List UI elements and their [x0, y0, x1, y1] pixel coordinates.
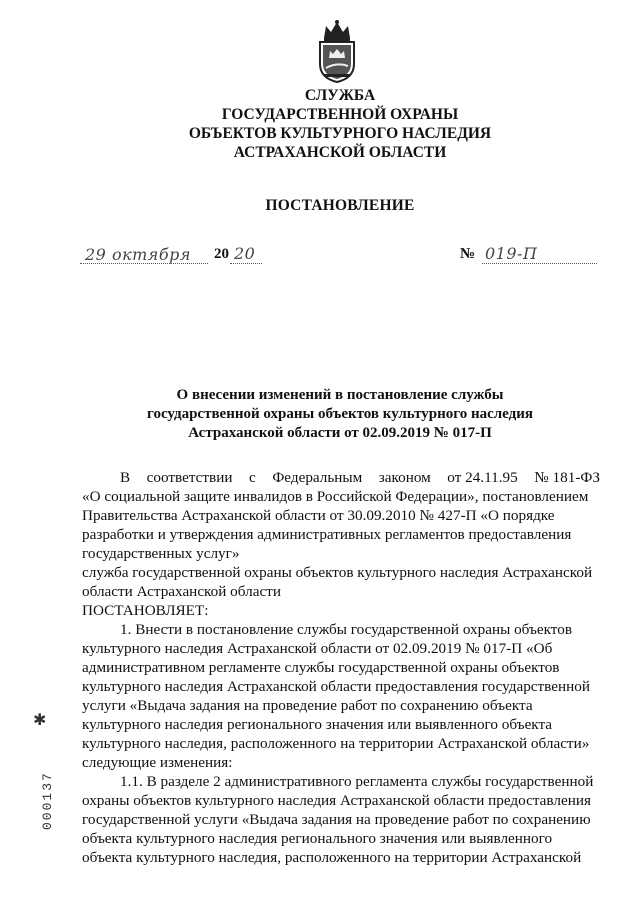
- document-type: ПОСТАНОВЛЕНИЕ: [265, 197, 415, 214]
- word: соответствии: [146, 469, 233, 486]
- word: В: [120, 469, 131, 486]
- body-line-p1-5: государственных услуг»: [82, 545, 240, 562]
- title-line-3: Астраханской области от 02.09.2019 № 017-П: [188, 425, 492, 441]
- word: законом: [378, 469, 431, 486]
- year-prefix: 20: [214, 246, 229, 262]
- word: от 24.11.95: [447, 469, 518, 486]
- body-line-p3: ПОСТАНОВЛЯЕТ:: [82, 602, 209, 619]
- body-line-p2-1: служба государственной охраны объектов культурного наследия Астраханской: [82, 564, 593, 581]
- body-line-p4-5: услуги «Выдача задания на проведение работ по сохранению объекта: [82, 697, 533, 714]
- body-line-p1-1: [82, 468, 600, 487]
- body-line-p4-6: культурного наследия регионального значения или выявленного объекта: [82, 716, 553, 733]
- handwritten-year: 20: [234, 244, 256, 263]
- document-body: [82, 468, 600, 867]
- year-underline: [230, 263, 262, 264]
- date-number-line: [80, 243, 600, 267]
- asterisk-icon: ✱: [33, 712, 47, 729]
- title-line-1: О внесении изменений в постановление службы: [176, 387, 504, 403]
- body-line-p5-5: объекта культурного наследия, расположенного на территории Астраханской: [82, 849, 582, 866]
- title-line-2: государственной охраны объектов культурного наследия: [147, 406, 533, 422]
- body-line-p1-3: Правительства Астраханской области от 30.09.2010 № 427-П «О порядке: [82, 507, 555, 524]
- number-underline: [482, 263, 597, 264]
- body-line-p5-3: государственной услуги «Выдача задания на проведение работ по сохранению: [82, 811, 591, 828]
- handwritten-date: 29 октября: [85, 245, 191, 264]
- body-line-p4-4: культурного наследия Астраханской области предоставления государственной: [82, 678, 590, 695]
- handwritten-number: 019-П: [485, 244, 538, 263]
- body-line-p5-4: объекта культурного наследия регионального значения или выявленного: [82, 830, 553, 847]
- number-sign: №: [460, 246, 476, 262]
- body-line-p4-2: культурного наследия Астраханской области от 02.09.2019 № 017-П «Об: [82, 640, 553, 657]
- body-line-p1-4: разработки и утверждения административных регламентов предоставления: [82, 526, 572, 543]
- word: № 181-ФЗ: [534, 469, 600, 486]
- body-line-p1-2: «О социальной защите инвалидов в Российской Федерации», постановлением: [82, 488, 589, 505]
- body-line-p4-7: культурного наследия, расположенного на территории Астраханской области»: [82, 735, 590, 752]
- organization-header: [80, 86, 600, 162]
- org-line-4: АСТРАХАНСКОЙ ОБЛАСТИ: [233, 144, 447, 161]
- org-line-1: СЛУЖБА: [304, 87, 376, 104]
- document-title: [80, 386, 600, 443]
- body-line-p5-2: охраны объектов культурного наследия Астраханской области предоставления: [82, 792, 591, 809]
- body-line-p4-1: 1. Внести в постановление службы государственной охраны объектов: [120, 621, 573, 638]
- body-line-p4-3: административном регламенте службы государственной охраны объектов: [82, 659, 560, 676]
- word: Федеральным: [272, 469, 363, 486]
- body-line-p4-8: следующие изменения:: [82, 754, 233, 771]
- body-line-p2-2: области Астраханской области: [82, 583, 281, 600]
- org-line-2: ГОСУДАРСТВЕННОЙ ОХРАНЫ: [221, 106, 459, 123]
- word: с: [249, 469, 256, 486]
- coat-of-arms-icon: [312, 18, 362, 84]
- org-line-3: ОБЪЕКТОВ КУЛЬТУРНОГО НАСЛЕДИЯ: [188, 125, 492, 142]
- date-underline: [80, 263, 208, 264]
- side-serial-number: 000137: [40, 771, 55, 830]
- body-line-p5-1: 1.1. В разделе 2 административного регламента службы государственной: [120, 773, 594, 790]
